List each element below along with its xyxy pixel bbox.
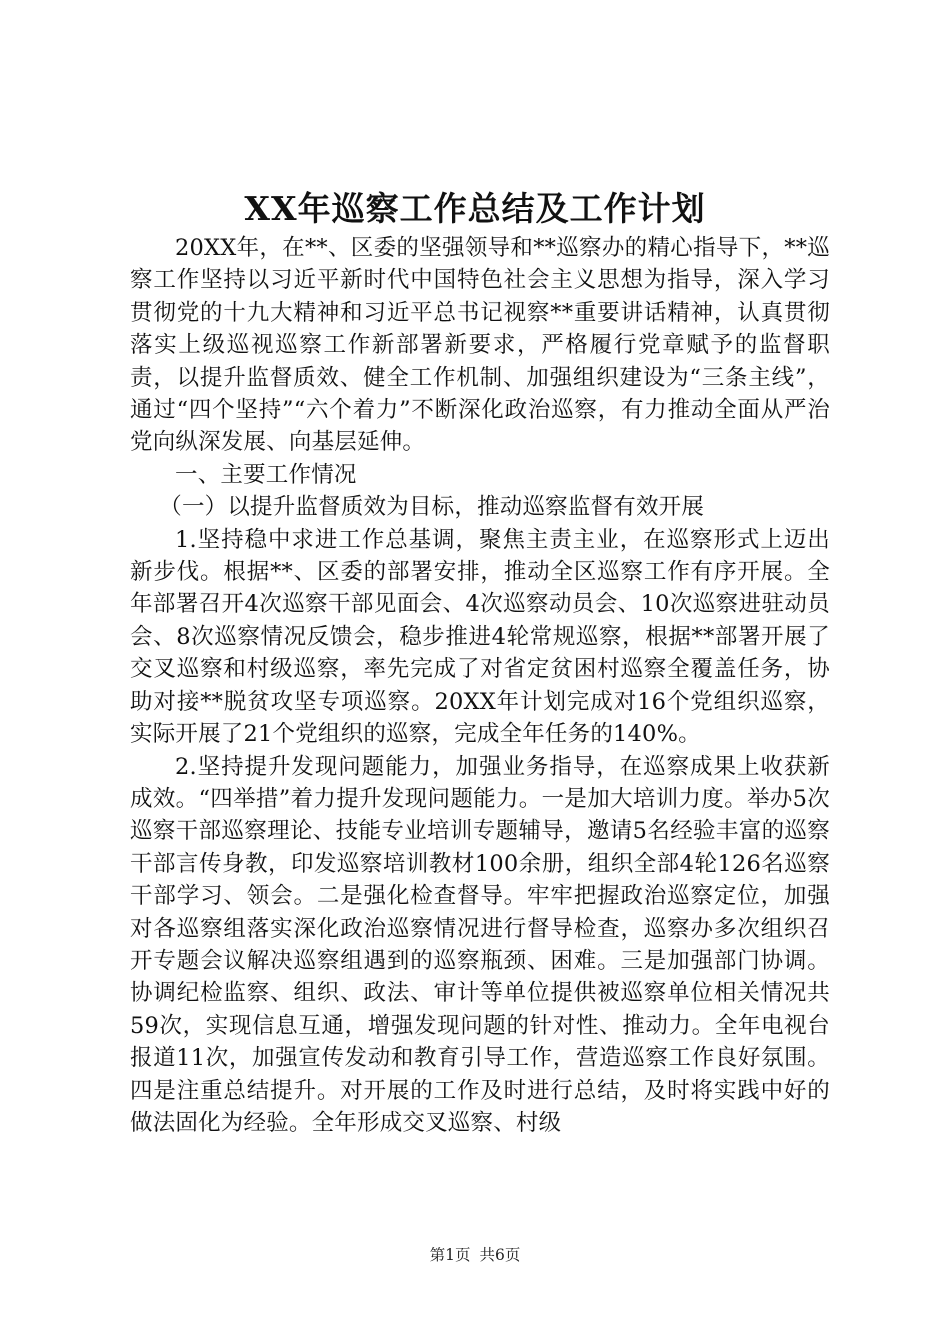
paragraph-1: 1.坚持稳中求进工作总基调，聚焦主责主业，在巡察形式上迈出新步伐。根据**、区委的部署安排，推动全区巡察工作有序开展。全年部署召开4次巡察干部见面会、4次巡察动员会、10次巡察进驻动员会、8次巡察情况反馈会，稳步推进4轮常规巡察，根据**部署开展了交叉巡察和村级巡察，率先完成了对省定贫困村巡察全覆盖任务，协助对接**脱贫攻坚专项巡察。20XX年计划完成对16个党组织巡察，实际开展了21个党组织的巡察，完成全年任务的140%。: [130, 526, 830, 748]
page-number: 第1页: [429, 1246, 471, 1264]
intro-paragraph: 20XX年，在**、区委的坚强领导和**巡察办的精心指导下，**巡察工作坚持以习近平新时代中国特色社会主义思想为指导，深入学习贯彻党的十九大精神和习近平总书记视察**重要讲话精神，认真贯彻落实上级巡视巡察工作新部署新要求，严格履行党章赋予的监督职责，以提升监督质效、健全工作机制、加强组织建设为“三条主线”，通过“四个坚持”“六个着力”不断深化政治巡察，有力推动全面从严治党向纵深发展、向基层延伸。: [130, 235, 830, 456]
document-title: XX年巡察工作总结及工作计划: [244, 189, 706, 228]
page-total: 共6页: [479, 1246, 521, 1264]
subsection-heading: （一）以提升监督质效为目标，推动巡察监督有效开展: [159, 494, 705, 521]
document-body: [130, 232, 830, 1139]
section-heading: 一、主要工作情况: [175, 461, 357, 488]
page-footer: [0, 1244, 950, 1266]
paragraph-2: 2.坚持提升发现问题能力，加强业务指导，在巡察成果上收获新成效。“四举措”着力提升发现问题能力。一是加大培训力度。举办5次巡察干部巡察理论、技能专业培训专题辅导，邀请5名经验丰富的巡察干部言传身教，印发巡察培训教材100余册，组织全部4轮126名巡察干部学习、领会。二是强化检查督导。牢牢把握政治巡察定位，加强对各巡察组落实深化政治巡察情况进行督导检查，巡察办多次组织召开专题会议解决巡察组遇到的巡察瓶颈、困难。三是加强部门协调。协调纪检监察、组织、政法、审计等单位提供被巡察单位相关情况共59次，实现信息互通，增强发现问题的针对性、推动力。全年电视台报道11次，加强宣传发动和教育引导工作，营造巡察工作良好氛围。四是注重总结提升。对开展的工作及时进行总结，及时将实践中好的做法固化为经验。全年形成交叉巡察、村级: [130, 753, 830, 1136]
